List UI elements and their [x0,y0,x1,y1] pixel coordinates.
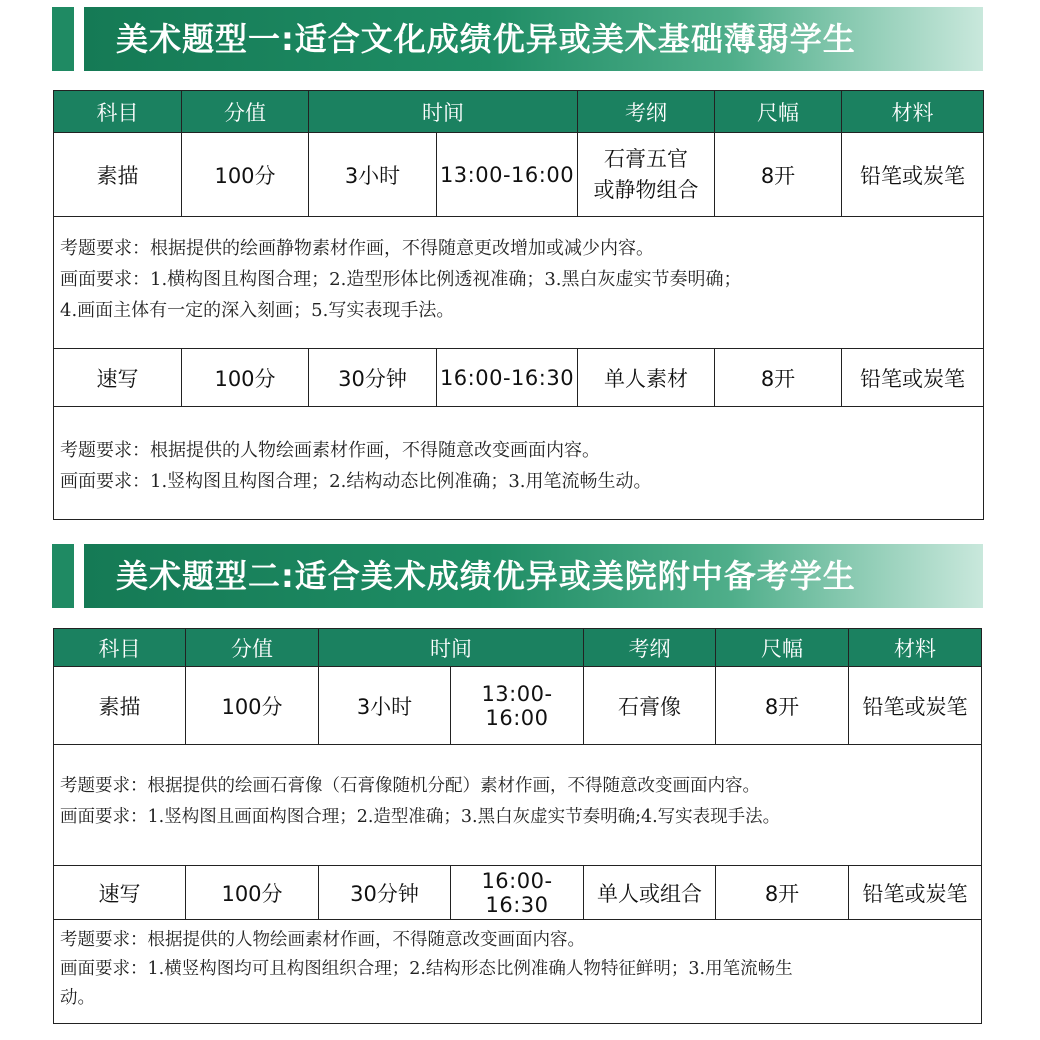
size-cell: 8开 [716,667,849,745]
subject-cell: 速写 [54,866,186,920]
requirement-line: 考题要求：根据提供的绘画静物素材作画，不得随意更改增加或减少内容。 [60,238,654,259]
requirements-cell [54,407,984,520]
score-cell: 100分 [186,866,319,920]
header-subject: 科目 [54,629,186,667]
banner-accent-bar [52,7,74,71]
time-range-cell: 13:00-16:00 [437,133,578,217]
quick-requirements-row [54,407,984,520]
section1-table [53,90,984,520]
requirement-line: 动。 [60,988,95,1008]
duration-cell: 3小时 [309,133,437,217]
section2-banner [52,544,983,608]
duration-cell: 30分钟 [319,866,451,920]
header-time: 时间 [319,629,584,667]
header-score: 分值 [186,629,319,667]
material-cell: 铅笔或炭笔 [849,866,982,920]
header-time: 时间 [309,91,578,133]
material-cell: 铅笔或炭笔 [842,133,984,217]
header-row [54,91,984,133]
requirement-line: 画面要求：1.竖构图且画面构图合理；2.造型准确；3.黑白灰虚实节奏明确;4.写实表现手法。 [60,807,781,827]
section1-banner [52,7,983,71]
section2-title: 美术题型二:适合美术成绩优异或美院附中备考学生 [116,557,856,595]
subject-cell: 素描 [54,133,182,217]
outline-cell: 单人或组合 [584,866,716,920]
sketch-row [54,667,982,745]
section2-table [53,628,982,1024]
outline-line: 石膏五官 [604,146,688,171]
time-range-cell: 16:00-16:30 [437,349,578,407]
header-size: 尺幅 [716,629,849,667]
header-row [54,629,982,667]
requirement-line: 考题要求：根据提供的绘画石膏像（石膏像随机分配）素材作画，不得随意改变画面内容。 [60,776,760,796]
requirement-line: 画面要求：1.横构图且构图合理；2.造型形体比例透视准确；3.黑白灰虚实节奏明确； [60,269,742,290]
header-material: 材料 [849,629,982,667]
outline-cell: 石膏像 [584,667,716,745]
quick-requirements-row [54,920,982,1024]
requirement-line: 画面要求：1.竖构图且构图合理；2.结构动态比例准确；3.用笔流畅生动。 [60,471,652,492]
size-cell: 8开 [716,866,849,920]
size-cell: 8开 [715,133,842,217]
quick-row [54,866,982,920]
requirement-line: 考题要求：根据提供的人物绘画素材作画，不得随意改变画面内容。 [60,440,600,461]
sketch-requirements-row [54,217,984,349]
requirements-cell [54,920,982,1024]
duration-cell: 3小时 [319,667,451,745]
outline-cell [578,133,715,217]
material-cell: 铅笔或炭笔 [842,349,984,407]
score-cell: 100分 [182,349,309,407]
duration-cell: 30分钟 [309,349,437,407]
header-subject: 科目 [54,91,182,133]
outline-line: 或静物组合 [593,177,699,202]
sketch-row [54,133,984,217]
requirement-line: 画面要求：1.横竖构图均可且构图组织合理；2.结构形态比例准确人物特征鲜明；3.用笔流畅生 [60,959,793,979]
requirements-cell [54,745,982,866]
section1-title: 美术题型一:适合文化成绩优异或美术基础薄弱学生 [116,20,856,58]
banner-accent-bar [52,544,74,608]
material-cell: 铅笔或炭笔 [849,667,982,745]
requirement-line: 4.画面主体有一定的深入刻画；5.写实表现手法。 [60,300,455,321]
requirement-line: 考题要求：根据提供的人物绘画素材作画，不得随意改变画面内容。 [60,930,585,950]
header-score: 分值 [182,91,309,133]
header-outline: 考纲 [578,91,715,133]
score-cell: 100分 [182,133,309,217]
outline-cell: 单人素材 [578,349,715,407]
header-outline: 考纲 [584,629,716,667]
subject-cell: 素描 [54,667,186,745]
quick-row [54,349,984,407]
requirements-cell [54,217,984,349]
time-range-cell: 16:00-16:30 [451,866,584,920]
time-range-cell: 13:00-16:00 [451,667,584,745]
header-size: 尺幅 [715,91,842,133]
subject-cell: 速写 [54,349,182,407]
sketch-requirements-row [54,745,982,866]
header-material: 材料 [842,91,984,133]
score-cell: 100分 [186,667,319,745]
size-cell: 8开 [715,349,842,407]
